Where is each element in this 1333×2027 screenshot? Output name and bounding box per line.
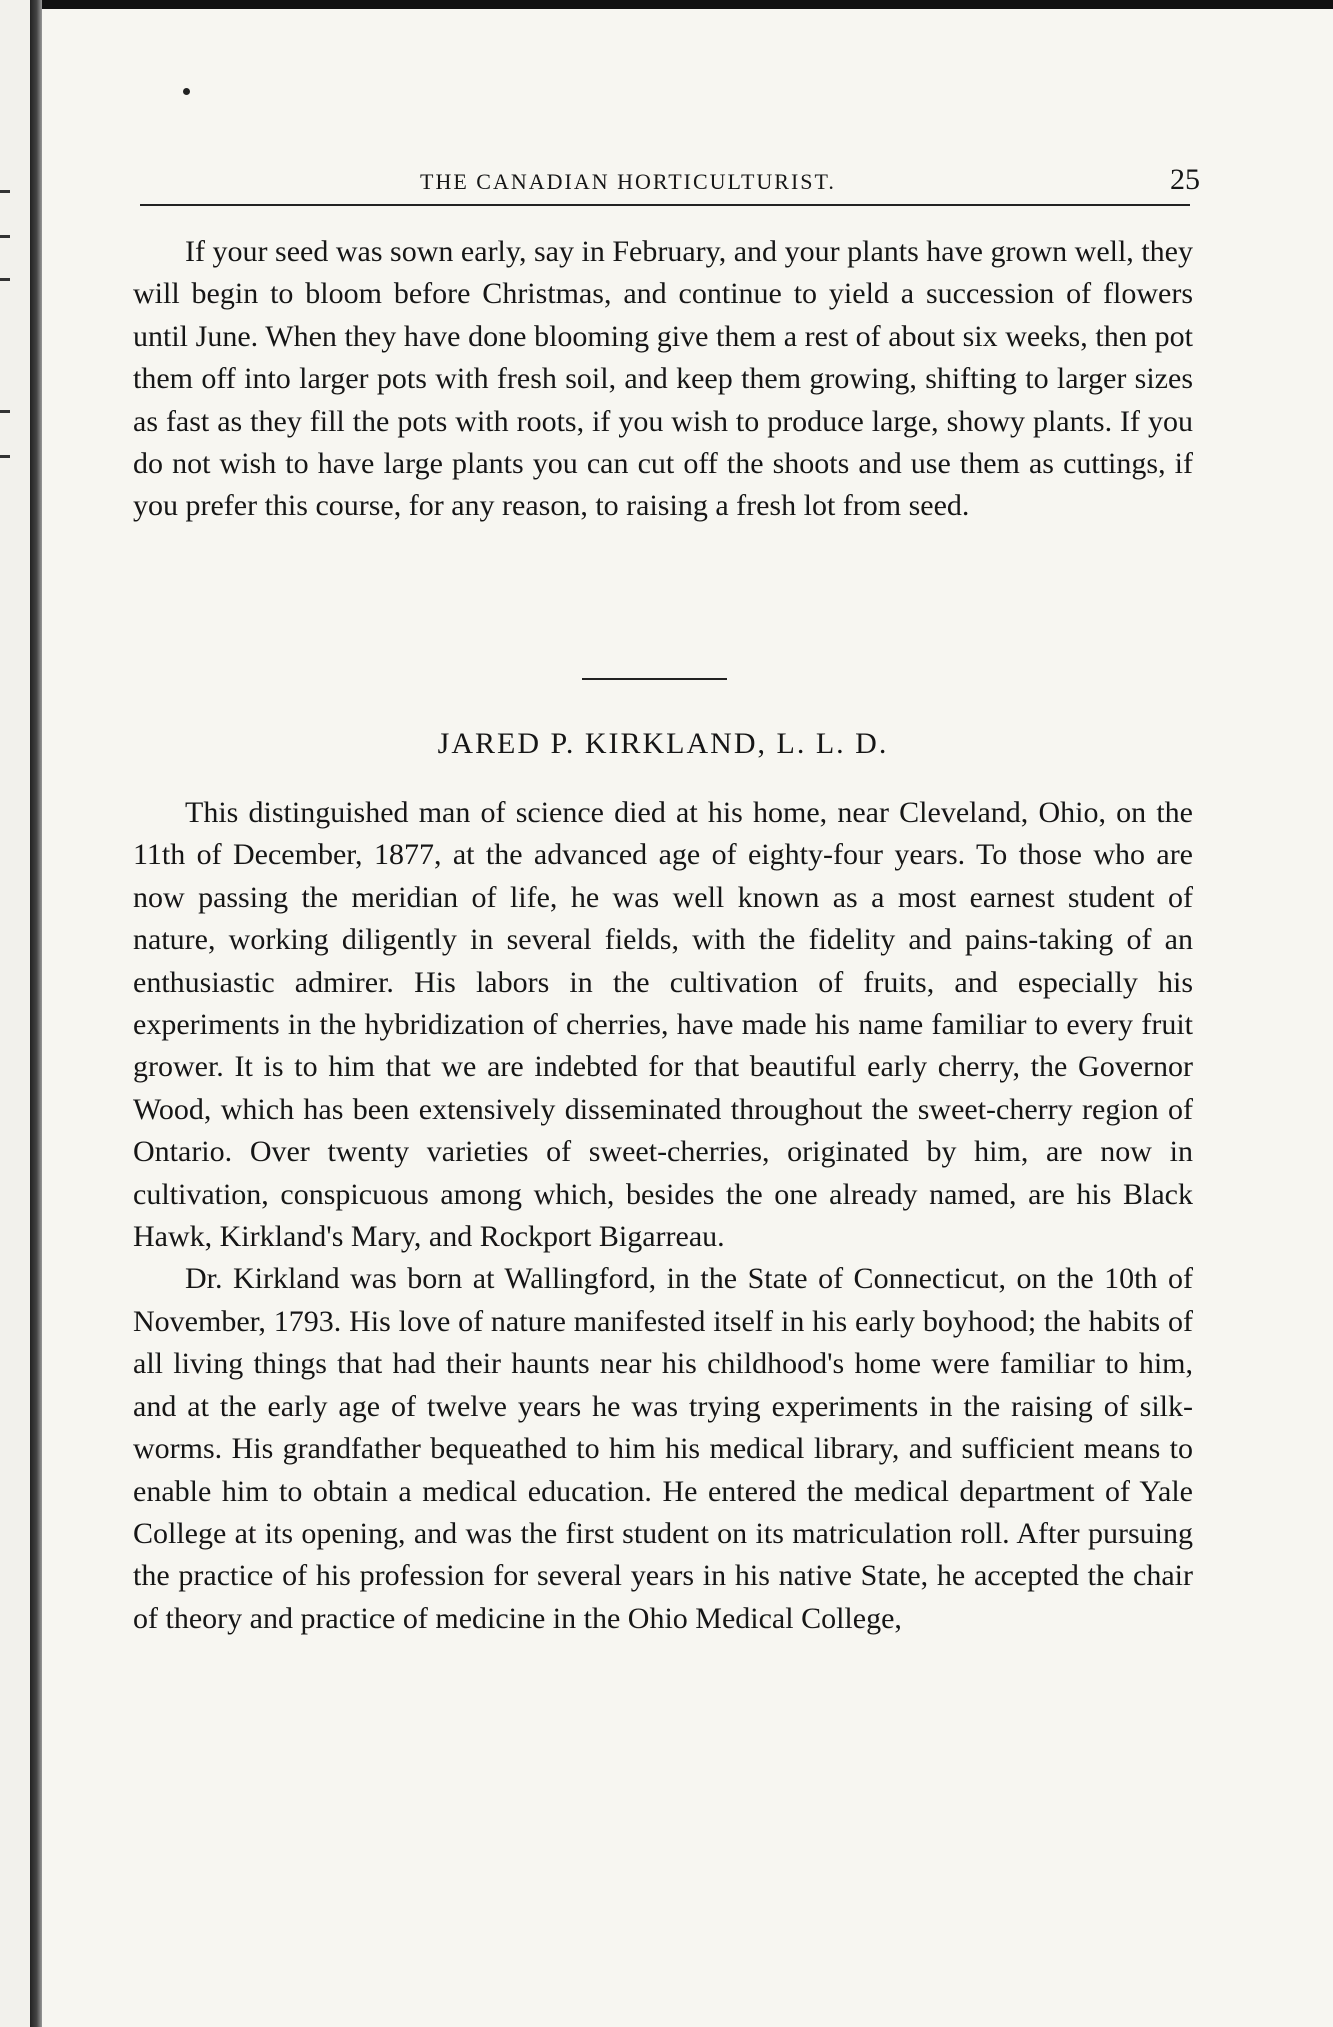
ink-speck — [183, 88, 190, 95]
scan-top-edge — [0, 0, 1333, 9]
intro-text — [133, 231, 1193, 528]
article-paragraph: Dr. Kirkland was born at Wallingford, in the State of Connecticut, on the 10th of November, 1793. His love of nature manifested itself in his early boyhood; the habits of all living things that had their haunts near his childhood's home were familiar to him, and at the early age of twelve years he was trying experiments in the raising of silk-worms. His grandfather bequeathed to him his medical library, and sufficient means to enable him to obtain a medical education. He entered the medical department of Yale College at its opening, and was the first student on its matriculation roll. After pursuing the practice of his profession for several years in his native State, he accepted the chair of theory and practice of medicine in the Ohio Medical College, — [133, 1262, 1193, 1635]
bleed-mark — [0, 190, 10, 193]
header-rule — [140, 204, 1190, 206]
intro-paragraph: If your seed was sown early, say in February, and your plants have grown well, they will begin to bloom before Christmas, and continue to yield a succession of flowers until June. When they have done blooming give them a rest of about six weeks, then pot them off into larger pots with fresh soil, and keep them growing, shifting to larger sizes as fast as they fill the pots with roots, if you wish to produce large, showy plants. If you do not wish to have large plants you can cut off the shoots and use them as cuttings, if you prefer this course, for any reason, to raising a fresh lot from seed. — [133, 235, 1193, 523]
binding-margin — [0, 0, 30, 2027]
section-divider — [582, 678, 727, 680]
bleed-mark — [0, 278, 10, 281]
bleed-mark — [0, 410, 10, 413]
page-header — [140, 163, 1200, 203]
page-number: 25 — [1170, 163, 1200, 196]
article-body — [133, 792, 1193, 1640]
bleed-mark — [0, 455, 10, 458]
binding-shadow — [30, 0, 42, 2027]
article-paragraph: This distinguished man of science died at his home, near Cleveland, Ohio, on the 11th of December, 1877, at the advanced age of eighty-four years. To those who are now passing the meridian of life, he was well known as a most earnest student of nature, working diligently in several fields, with the fidelity and pains-taking of an enthusiastic admirer. His labors in the cultivation of fruits, and especially his experiments in the hybridization of cherries, have made his name familiar to every fruit grower. It is to him that we are indebted for that beautiful early cherry, the Governor Wood, which has been extensively disseminated throughout the sweet-cherry region of Ontario. Over twenty varieties of sweet-cherries, originated by him, are now in cultivation, conspicuous among which, besides the one already named, are his Black Hawk, Kirkland's Mary, and Rockport Bigarreau. — [133, 796, 1193, 1254]
running-title: THE CANADIAN HORTICULTURIST. — [420, 169, 836, 194]
article-title: JARED P. KIRKLAND, L. L. D. — [437, 727, 889, 760]
bleed-mark — [0, 235, 10, 238]
